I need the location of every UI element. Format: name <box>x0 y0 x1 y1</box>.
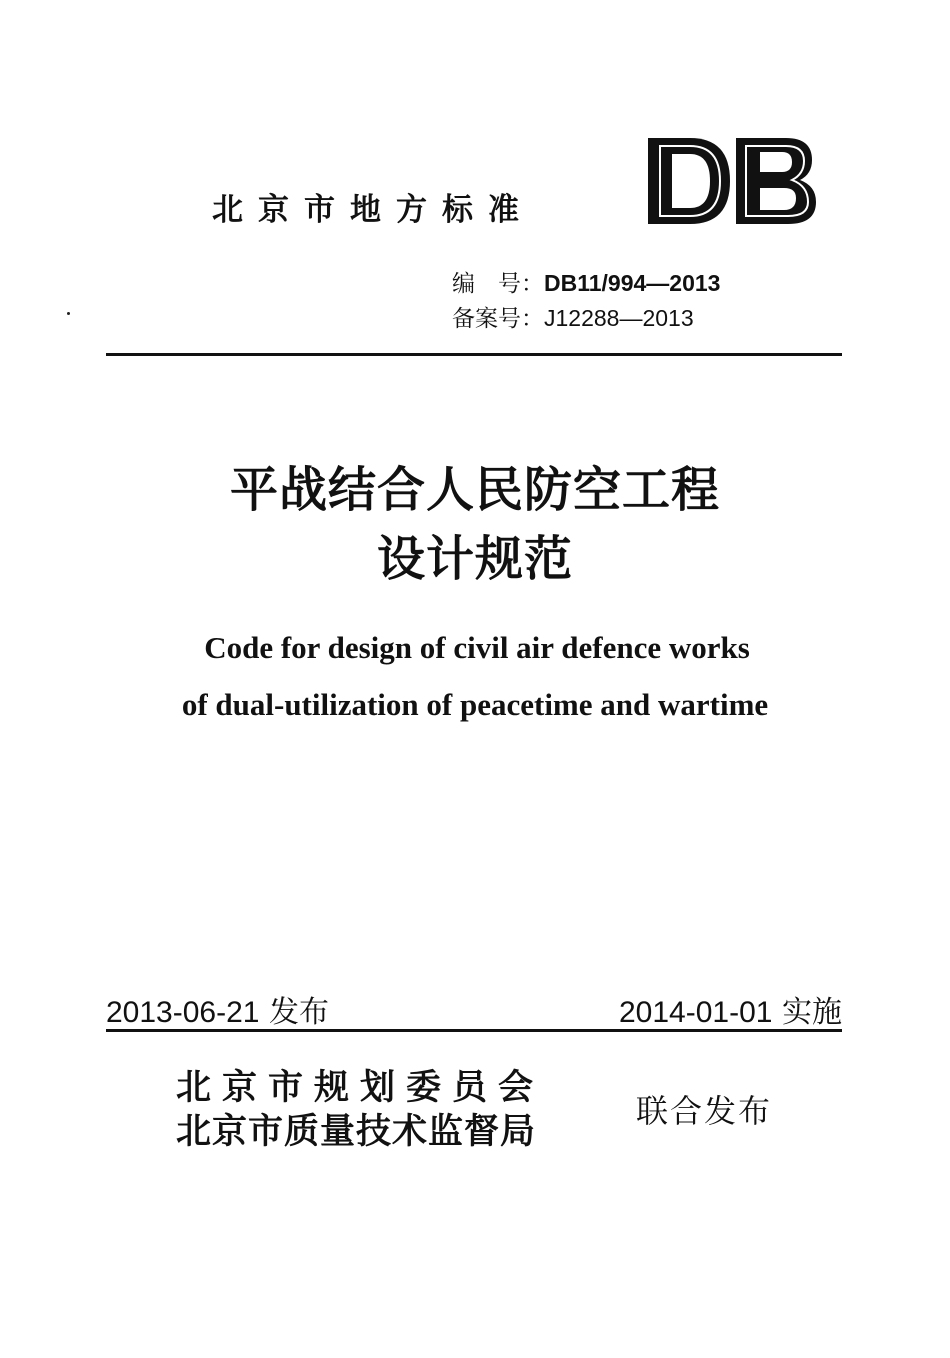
issuer-1: 北京市规划委员会 <box>176 1068 545 1108</box>
publish-date <box>106 987 329 1031</box>
code-block <box>452 266 720 336</box>
standard-code-value: DB11/994—2013 <box>544 270 721 296</box>
bottom-divider <box>106 1029 842 1032</box>
record-number-value: J12288—2013 <box>544 305 694 331</box>
title-zh-line1: 平战结合人民防空工程 <box>229 462 720 518</box>
db-logo <box>646 136 818 226</box>
standard-code-row <box>452 266 720 301</box>
standard-label: 北京市地方标准 <box>212 192 534 228</box>
effective-date-label: 实施 <box>782 995 842 1030</box>
top-divider <box>106 353 842 356</box>
title-en-line1: Code for design of civil air defence works <box>204 630 750 665</box>
publish-date-value: 2013-06-21 <box>106 996 260 1029</box>
stray-dot <box>67 312 70 315</box>
record-number-label: 备案号： <box>452 306 544 332</box>
standard-code-label: 编 号： <box>452 271 544 297</box>
effective-date <box>619 987 842 1031</box>
title-zh-line2: 设计规范 <box>376 531 573 587</box>
record-number-row <box>452 301 720 336</box>
title-en-line2: of dual-utilization of peacetime and wartime <box>181 687 769 722</box>
publish-date-label: 发布 <box>269 995 330 1030</box>
issuer-2: 北京市质量技术监督局 <box>176 1112 537 1152</box>
joint-publish-label: 联合发布 <box>636 1092 773 1130</box>
effective-date-value: 2014-01-01 <box>618 996 773 1029</box>
